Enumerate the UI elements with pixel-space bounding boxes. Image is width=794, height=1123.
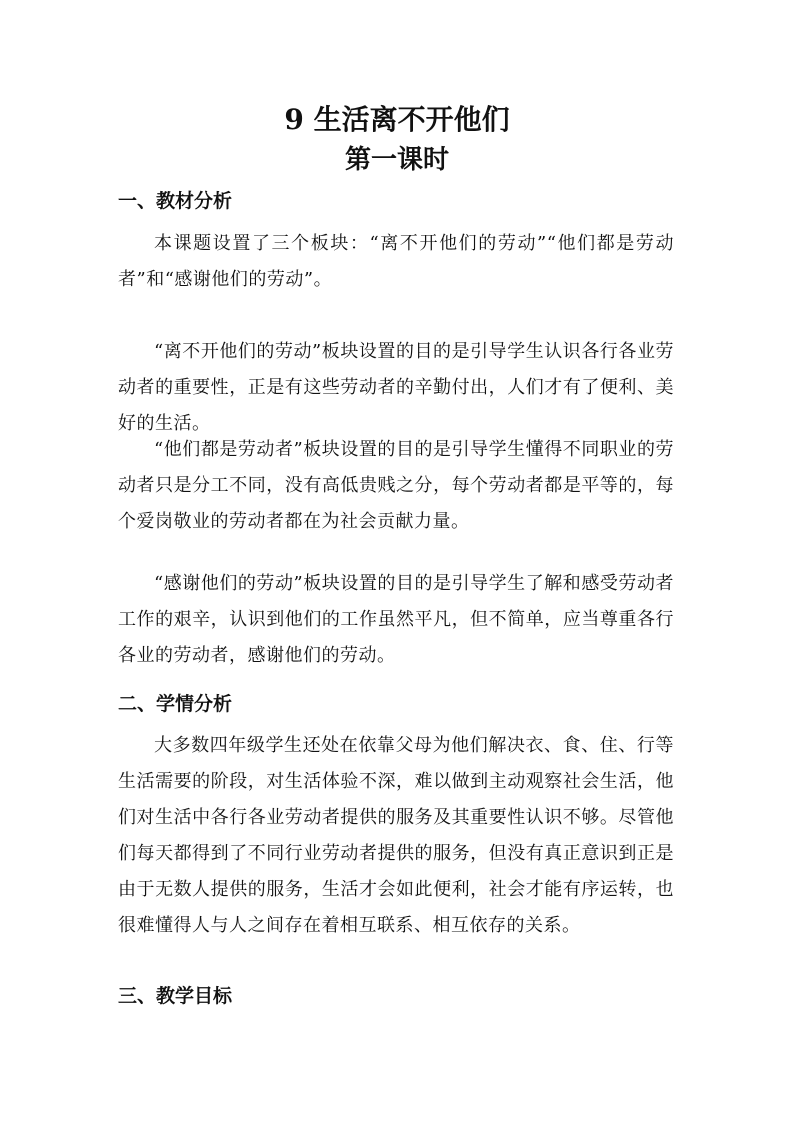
- paragraph: 本课题设置了三个板块：“离不开他们的劳动”“他们都是劳动者”和“感谢他们的劳动”。: [118, 233, 674, 290]
- paragraph: “他们都是劳动者”板块设置的目的是引导学生懂得不同职业的劳动者只是分工不同，没有高低贵贱之分，每个劳动者都是平等的，每个爱岗敬业的劳动者都在为社会贡献力量。: [118, 439, 674, 532]
- section-3: [0, 982, 794, 1010]
- section-heading: 二、学情分析: [118, 693, 233, 715]
- section-1-para-4: [0, 566, 794, 674]
- paragraph: “离不开他们的劳动”板块设置的目的是引导学生认识各行各业劳动者的重要性，正是有这些劳动者的辛勤付出，人们才有了便利、美好的生活。: [118, 341, 674, 434]
- section-1: [0, 187, 794, 215]
- section-2-para-1: [0, 728, 794, 944]
- page-subtitle: 第一课时: [344, 145, 449, 175]
- section-1-para-2: [0, 334, 794, 442]
- paragraph: “感谢他们的劳动”板块设置的目的是引导学生了解和感受劳动者工作的艰辛，认识到他们的工作虽然平凡，但不简单，应当尊重各行各业的劳动者，感谢他们的劳动。: [118, 573, 674, 666]
- page-title: 9 生活离不开他们: [284, 103, 510, 136]
- section-heading: 一、教材分析: [118, 190, 233, 212]
- section-heading: 三、教学目标: [118, 985, 233, 1007]
- section-1-para-1: [0, 226, 794, 298]
- title-block: [0, 100, 794, 140]
- section-1-para-3: [0, 432, 794, 540]
- section-2: [0, 690, 794, 718]
- subtitle-block: [0, 140, 794, 180]
- paragraph: 大多数四年级学生还处在依靠父母为他们解决衣、食、住、行等生活需要的阶段，对生活体验不深，难以做到主动观察社会生活，他们对生活中各行各业劳动者提供的服务及其重要性认识不够。尽管他们每天都得到了不同行业劳动者提供的服务，但没有真正意识到正是由于无数人提供的服务，生活才会如此便利，社会才能有序运转，也很难懂得人与人之间存在着相互联系、相互依存的关系。: [118, 735, 674, 936]
